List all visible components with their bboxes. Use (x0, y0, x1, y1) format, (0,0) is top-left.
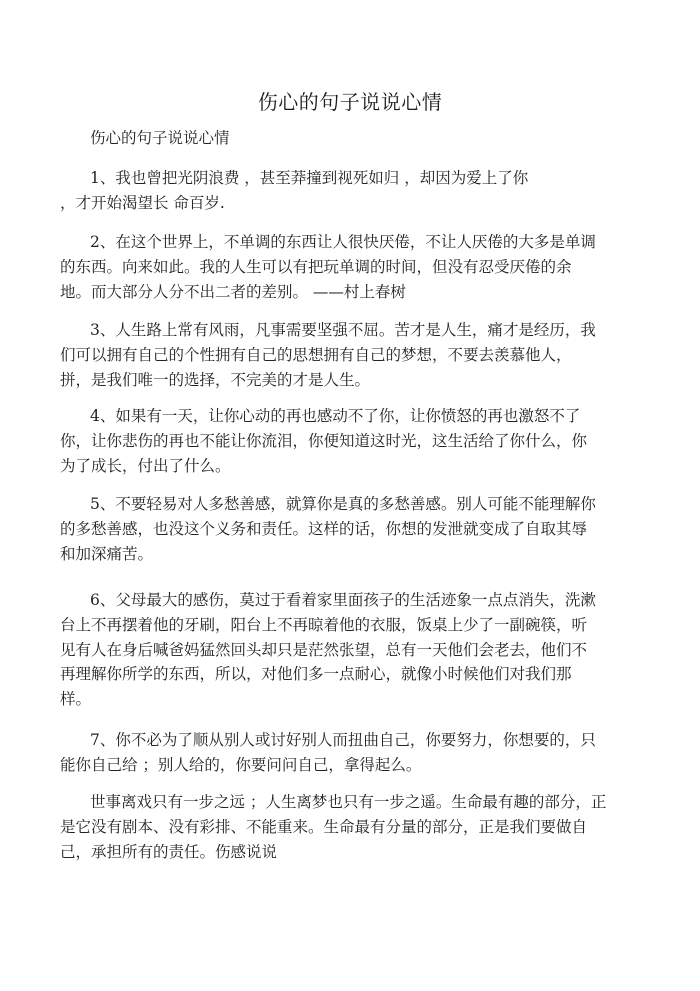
paragraph-line: 6、父母最大的感伤，莫过于看着家里面孩子的生活迹象一点点消失，洗漱 (90, 591, 596, 609)
paragraph-line: 见有人在身后喊爸妈猛然回头却只是茫然张望，总有一天他们会老去，他们不 (60, 640, 588, 659)
paragraph-line: 地。而大部分人分不出二者的差别。 ——村上春树 (60, 282, 406, 301)
paragraph-line: 为了成长，付出了什么。 (60, 456, 231, 475)
paragraph-line: 你，让你悲伤的再也不能让你流泪，你便知道这时光，这生活给了你什么，你 (60, 431, 588, 450)
paragraph-line: 再理解你所学的东西，所以，对他们多一点耐心，就像小时候他们对我们那 (60, 665, 572, 684)
paragraph-7 (60, 728, 630, 778)
document-subtitle: 伤心的句子说说心情 (90, 129, 230, 147)
paragraph-line: 是它没有剧本、没有彩排、不能重来。生命最有分量的部分，正是我们要做自 (60, 817, 588, 836)
document-title: 伤心的句子说说心情 (257, 90, 443, 114)
paragraph-line: 样。 (60, 690, 92, 709)
paragraph-4 (60, 404, 630, 478)
paragraph-line: ，才开始渴望长 命百岁. (60, 193, 225, 212)
paragraph-line: 3、人生路上常有风雨，凡事需要坚强不屈。苦才是人生，痛才是经历，我 (90, 321, 596, 339)
paragraph-line: 们可以拥有自己的个性拥有自己的思想拥有自己的梦想，不要去羡慕他人， (60, 345, 572, 364)
paragraph-line: 的多愁善感，也没这个义务和责任。这样的话，你想的发泄就变成了自取其辱 (60, 519, 588, 538)
paragraph-2 (60, 230, 630, 304)
paragraph-line: 5、不要轻易对人多愁善感，就算你是真的多愁善感。别人可能不能理解你 (90, 495, 596, 513)
paragraph-line: 7、你不必为了顺从别人或讨好别人而扭曲自己，你要努力，你想要的，只 (90, 731, 596, 749)
paragraph-3 (60, 318, 630, 392)
paragraph-6 (60, 588, 630, 712)
paragraph-line: 台上不再摆着他的牙刷，阳台上不再晾着他的衣服，饭桌上少了一副碗筷，听 (60, 615, 588, 634)
paragraph-5 (60, 492, 630, 566)
paragraph-8 (60, 790, 630, 864)
paragraph-line: 能你自己给 ；别人给的，你要问问自己，拿得起么。 (60, 755, 422, 774)
paragraph-line: 的东西。向来如此。我的人生可以有把玩单调的时间，但没有忍受厌倦的余 (60, 257, 572, 276)
paragraph-line: 世事离戏只有一步之远 ；人生离梦也只有一步之遥。生命最有趣的部分，正 (90, 793, 607, 811)
paragraph-line: 4、如果有一天，让你心动的再也感动不了你，让你愤怒的再也激怒不了 (90, 407, 581, 425)
paragraph-line: 和加深痛苦。 (60, 544, 154, 563)
paragraph-line: 1、我也曾把光阴浪费 ，甚至莽撞到视死如归 ，却因为爱上了你 (90, 169, 529, 187)
paragraph-1 (60, 166, 630, 216)
paragraph-line: 拼，是我们唯一的选择，不完美的才是人生。 (60, 370, 371, 389)
paragraph-line: 己，承担所有的责任。伤感说说 (60, 842, 278, 861)
paragraph-line: 2、在这个世界上，不单调的东西让人很快厌倦，不让人厌倦的大多是单调 (90, 233, 596, 251)
